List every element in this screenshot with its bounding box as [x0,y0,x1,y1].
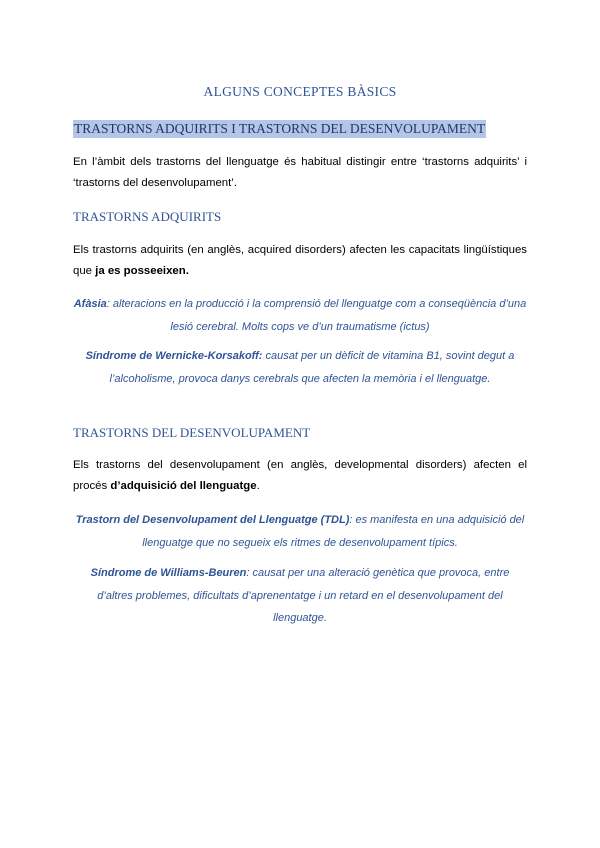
section-heading-wrap [73,120,486,138]
tdl-text: : es manifesta en una adquisició del llenguatge que no segueix els ritmes de desenvolupament típics. [142,514,525,549]
afasia-term: Afàsia [73,298,107,310]
section-heading: TRASTORNS ADQUIRITS I TRASTORNS DEL DESENVOLUPAMENT [74,121,486,136]
williams-term: Síndrome de Williams-Beuren [90,567,247,579]
page-title: ALGUNS CONCEPTES BÀSICS [203,84,397,99]
heading-adquirits: TRASTORNS ADQUIRITS [73,209,222,224]
wernicke-term: Síndrome de Wernicke-Korsakoff: [85,350,263,362]
desenvolupament-paragraph [73,455,527,497]
afasia-item [73,293,527,338]
desenvolupament-text-end: . [256,480,260,492]
adquirits-text: Els trastorns adquirits (en anglès, acquired disorders) afecten les capacitats lingüístiques que [73,244,527,277]
williams-text: : causat per una alteració genètica que provoca, entre d’altres problemes, dificultats d’aprenentatge i un retard en el desenvolupament del llenguatge. [97,567,510,624]
tdl-term: Trastorn del Desenvolupament del Llenguatge (TDL) [75,514,350,526]
afasia-text: : alteracions en la producció i la comprensió del llenguatge com a conseqüència d’una lesió cerebral. Molts cops ve d’un traumatisme (ictus) [106,298,527,333]
wernicke-text: causat per un dèficit de vitamina B1, sovint degut a l’alcoholisme, provoca danys cerebrals que afecten la memòria i el llenguatge. [109,350,515,385]
williams-item [73,562,527,630]
desenvolupament-bold: d’adquisició del llenguatge [110,480,257,492]
adquirits-paragraph [73,240,527,282]
desenvolupament-text: Els trastorns del desenvolupament (en anglès, developmental disorders) afecten el procés [73,459,527,492]
adquirits-bold: ja es posseeixen. [95,265,189,277]
heading-desenvolupament: TRASTORNS DEL DESENVOLUPAMENT [73,425,311,440]
intro-paragraph: En l’àmbit dels trastorns del llenguatge és habitual distingir entre ‘trastorns adquirits’ i ‘trastorns del desenvolupament’. [73,156,527,189]
wernicke-item [73,345,527,390]
tdl-item [73,509,527,554]
